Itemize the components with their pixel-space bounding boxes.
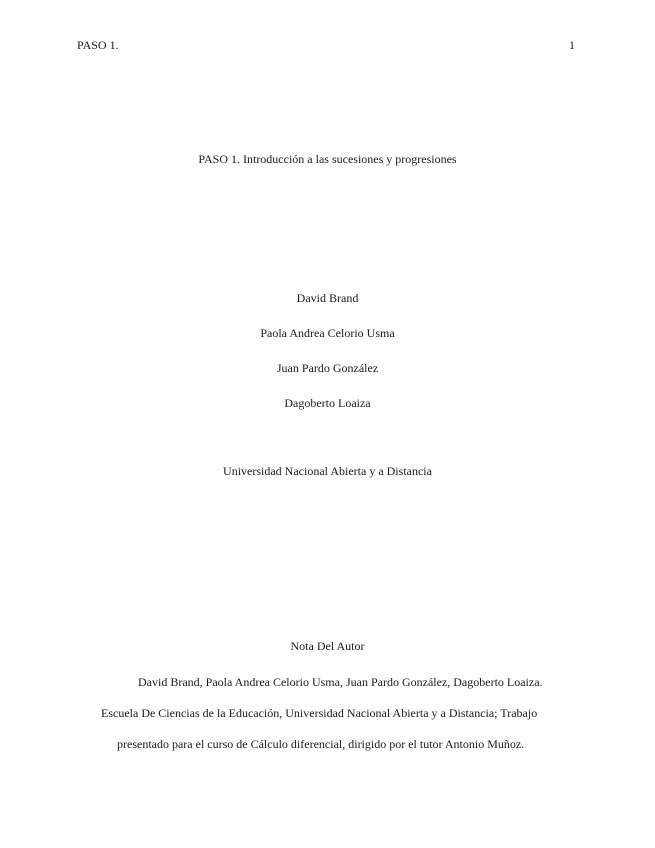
author-name: Dagoberto Loaiza xyxy=(284,396,371,410)
institution-name: Universidad Nacional Abierta y a Distancia xyxy=(223,464,432,478)
author-name: Paola Andrea Celorio Usma xyxy=(260,326,395,340)
author-note-line: presentado para el curso de Cálculo diferencial, dirigido por el tutor Antonio Muñoz. xyxy=(117,737,525,751)
author-note-heading: Nota Del Autor xyxy=(290,639,365,653)
author-name: David Brand xyxy=(296,291,359,305)
author-note-line: David Brand, Paola Andrea Celorio Usma, Juan Pardo González, Dagoberto Loaiza. xyxy=(138,675,543,689)
document-title: PASO 1. Introducción a las sucesiones y progresiones xyxy=(198,152,457,166)
running-head: PASO 1. xyxy=(77,38,119,52)
author-name: Juan Pardo González xyxy=(276,361,379,375)
author-note-line: Escuela De Ciencias de la Educación, Universidad Nacional Abierta y a Distancia; Trabajo xyxy=(101,706,538,720)
page-number: 1 xyxy=(569,38,575,52)
